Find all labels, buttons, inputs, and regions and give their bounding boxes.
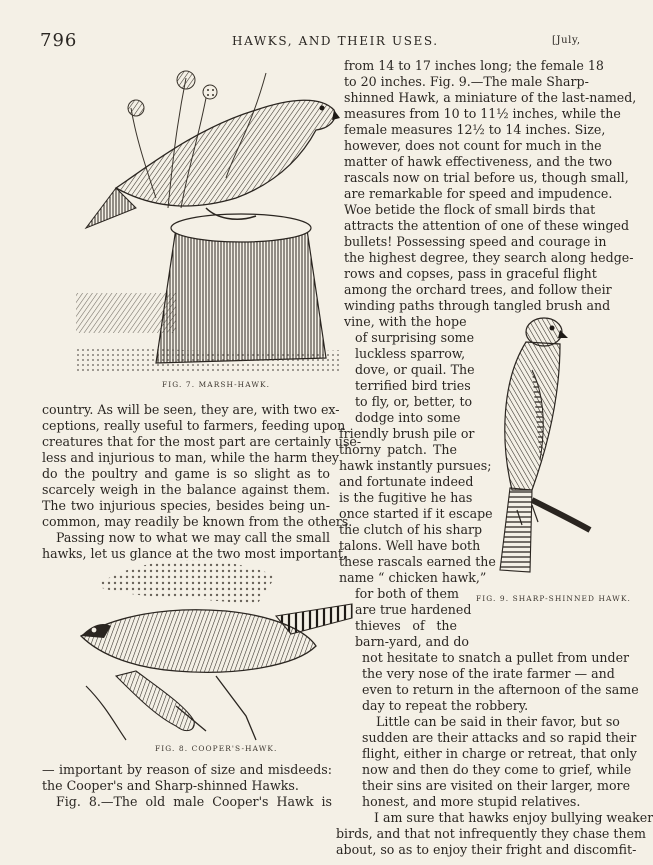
text-line: I am sure that hawks enjoy bullying weaker	[374, 810, 653, 825]
text-line: scarcely weigh in the balance against them.	[42, 482, 330, 497]
text-line: less and injurious to man, while the harm they	[42, 450, 340, 465]
text-line: now and then do they come to grief, while	[362, 762, 632, 777]
text-line: rows and copses, pass in graceful flight	[344, 266, 597, 281]
marsh-hawk-illustration	[76, 58, 340, 373]
fig9-caption: FIG. 9. SHARP-SHINNED HAWK.	[476, 594, 631, 603]
coopers-hawk-illustration	[76, 556, 352, 740]
text-line: shinned Hawk, a miniature of the last-named,	[344, 90, 637, 105]
text-line: terrified bird tries	[355, 378, 471, 393]
text-line: do the poultry and game is so slight as to	[42, 466, 330, 481]
text-line: Passing now to what we may call the small	[56, 530, 330, 545]
text-line: from 14 to 17 inches long; the female 18	[344, 58, 604, 73]
text-line: thieves of the	[355, 618, 457, 633]
text-line: winding paths through tangled brush and	[344, 298, 611, 313]
text-line: the very nose of the irate farmer — and	[362, 666, 615, 681]
running-title: HAWKS, AND THEIR USES.	[232, 34, 439, 48]
text-line: among the orchard trees, and follow their	[344, 282, 612, 297]
sharp-shinned-hawk-illustration	[472, 310, 590, 580]
text-line: these rascals earned the	[339, 554, 496, 569]
fig8-caption: FIG. 8. COOPER'S-HAWK.	[155, 744, 278, 753]
text-line: rascals now on trial before us, though small,	[344, 170, 629, 185]
text-line: flight, either in charge or retreat, that only	[362, 746, 637, 761]
text-line: of surprising some	[355, 330, 475, 345]
text-line: hawks, let us glance at the two most important,	[42, 546, 347, 561]
text-line: vine, with the hope	[344, 314, 467, 329]
text-line: for both of them	[355, 586, 459, 601]
text-line: barn-yard, and do	[355, 634, 469, 649]
text-line: their sins are visited on their larger, more	[362, 778, 631, 793]
fig7-caption: FIG. 7. MARSH-HAWK.	[162, 380, 271, 389]
text-line: sudden are their attacks and so rapid their	[362, 730, 637, 745]
text-line: and fortunate indeed	[339, 474, 474, 489]
text-line: friendly brush pile or	[339, 426, 475, 441]
text-line: dove, or quail. The	[355, 362, 475, 377]
text-line: common, may readily be known from the others.	[42, 514, 353, 529]
text-line: are true hardened	[355, 602, 472, 617]
text-line: ceptions, really useful to farmers, feeding upon	[42, 418, 346, 433]
text-line: thorny patch. The	[339, 442, 457, 457]
text-line: female measures 12½ to 14 inches. Size,	[344, 122, 606, 137]
text-line: attracts the attention of one of these winged	[344, 218, 630, 233]
text-line: matter of hawk effectiveness, and the two	[344, 154, 613, 169]
page-number: 796	[40, 30, 78, 51]
text-line: about, so as to enjoy their fright and discomfit-	[336, 842, 637, 857]
text-line: country. As will be seen, they are, with two ex-	[42, 402, 340, 417]
text-line: Woe betide the flock of small birds that	[344, 202, 596, 217]
text-line: measures from 10 to 11½ inches, while the	[344, 106, 621, 121]
text-line: even to return in the afternoon of the same	[362, 682, 639, 697]
text-line: to fly, or, better, to	[355, 394, 473, 409]
text-line: talons. Well have both	[339, 538, 481, 553]
text-line: name “ chicken hawk,”	[339, 570, 487, 585]
text-line: bullets! Possessing speed and courage in	[344, 234, 607, 249]
text-line: The two injurious species, besides being un-	[42, 498, 330, 513]
text-line: dodge into some	[355, 410, 461, 425]
text-line: not hesitate to snatch a pullet from under	[362, 650, 630, 665]
text-line: the highest degree, they search along hedge-	[344, 250, 634, 265]
text-line: is the fugitive he has	[339, 490, 473, 505]
text-line: Fig. 8.—The old male Cooper's Hawk is	[56, 794, 332, 809]
text-line: however, does not count for much in the	[344, 138, 602, 153]
text-line: honest, and more stupid relatives.	[362, 794, 581, 809]
text-line: are remarkable for speed and impudence.	[344, 186, 613, 201]
text-line: to 20 inches. Fig. 9.—The male Sharp-	[344, 74, 589, 89]
text-line: birds, and that not infrequently they chase them	[336, 826, 646, 841]
text-line: the clutch of his sharp	[339, 522, 483, 537]
text-line: Little can be said in their favor, but so	[376, 714, 620, 729]
text-line: day to repeat the robbery.	[362, 698, 529, 713]
text-line: hawk instantly pursues;	[339, 458, 492, 473]
text-line: luckless sparrow,	[355, 346, 466, 361]
month-label: [July,	[552, 35, 581, 46]
text-line: creatures that for the most part are certainly use-	[42, 434, 362, 449]
text-line: once started if it escape	[339, 506, 493, 521]
text-line: — important by reason of size and misdeeds:	[42, 762, 332, 777]
page-header	[0, 30, 623, 50]
text-line: the Cooper's and Sharp-shinned Hawks.	[42, 778, 299, 793]
